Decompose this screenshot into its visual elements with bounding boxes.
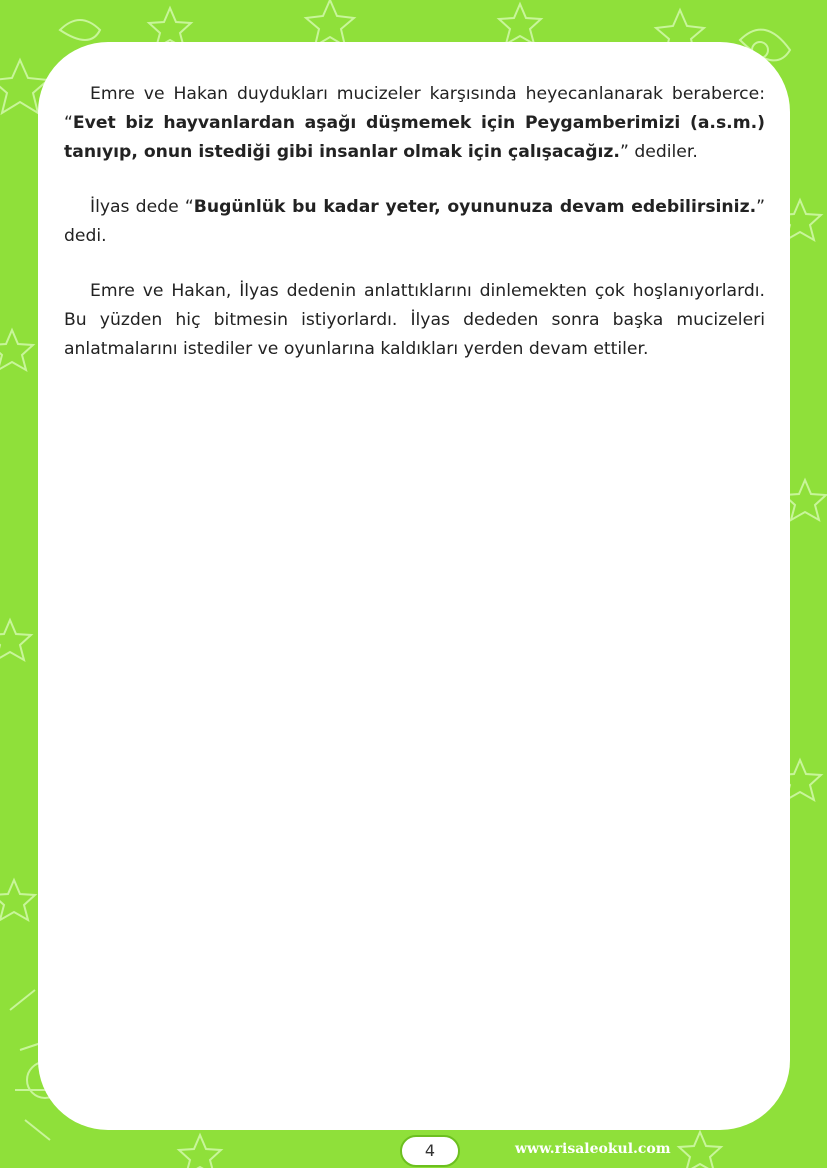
story-text bbox=[64, 80, 765, 390]
page-number: 4 bbox=[400, 1135, 460, 1167]
quoted-speech: Evet biz hayvanlardan aşağı düşmemek için Peygamberimizi (a.s.m.) tanıyıp, onun istediği gibi insanlar olmak için çalışacağız. bbox=[64, 113, 765, 162]
paragraph bbox=[64, 193, 765, 251]
quoted-speech: Bugünlük bu kadar yeter, oyununuza devam edebilirsiniz. bbox=[193, 197, 757, 217]
paragraph-text: Emre ve Hakan duydukları mucizeler karşısında heyecanlanarak beraberce: “ bbox=[64, 84, 765, 133]
paragraph-text: ” dediler. bbox=[619, 142, 698, 162]
paragraph-text: ” dedi. bbox=[64, 197, 766, 246]
paragraph-text: İlyas dede “ bbox=[90, 197, 194, 217]
paragraph: Emre ve Hakan, İlyas dedenin anlattıklarını dinlemekten çok hoşlanıyorlardı. Bu yüzden hiç bitmesin istiyorlardı. İlyas dededen sonra başka mucizeleri anlatmalarını istediler ve oyunlarına kaldıkları yerden devam ettiler. bbox=[64, 281, 765, 359]
website-url: www.risaleokul.com bbox=[515, 1141, 671, 1157]
paragraph bbox=[64, 80, 765, 167]
